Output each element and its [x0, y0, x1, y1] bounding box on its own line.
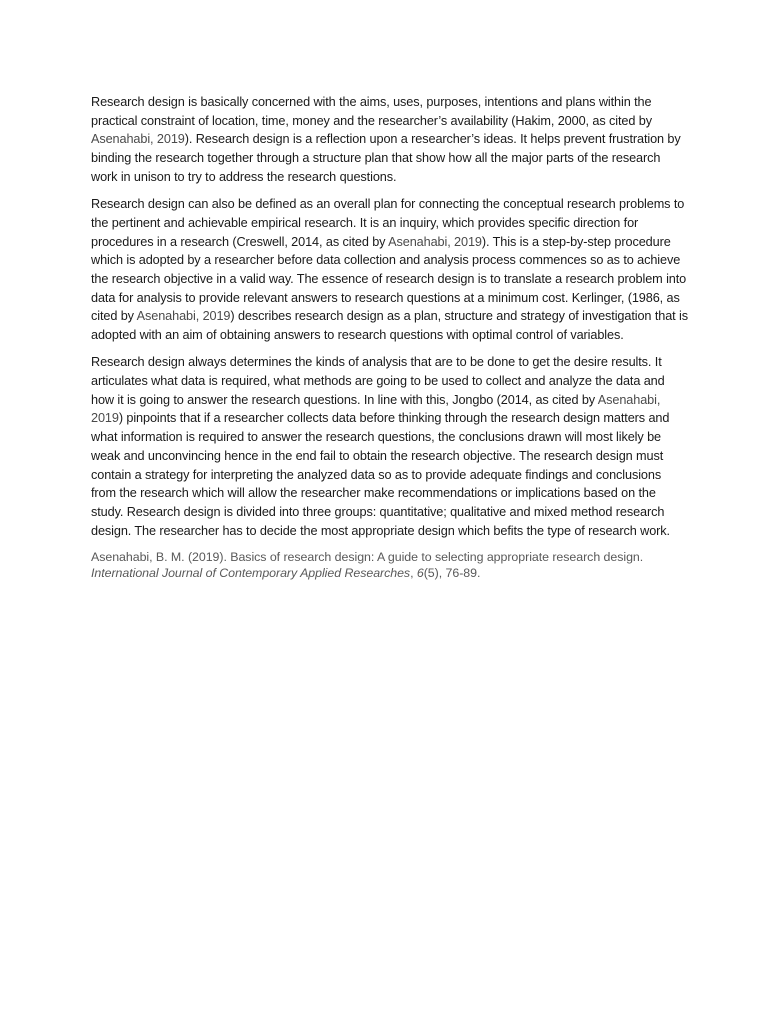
paragraph-text: ) pinpoints that if a researcher collects data before thinking through the research design matters and what information is required to answer the research questions, the conclusions drawn will most likely be weak and unconvincing hence in the end fail to obtain the research objective. The research design must contain a strategy for interpreting the analyzed data so as to provide adequate findings and conclusions from the research which will allow the researcher make recommendations or implications based on the study. Research design is divided into three groups: quantitative; qualitative and mixed method research design. The researcher has to decide the most appropriate design which befits the type of research work. [91, 411, 670, 538]
paragraph-1 [91, 93, 689, 187]
citation: Asenahabi, 2019 [91, 392, 661, 426]
document-page [91, 93, 689, 582]
reference-lead: Asenahabi, B. M. (2019). Basics of research design: A guide to selecting appropriate research design. [91, 549, 644, 564]
paragraph-text: Research design is basically concerned with the aims, uses, purposes, intentions and plans within the practical constraint of location, time, money and the researcher’s availability (Hakim, 2000, as cited by [91, 95, 652, 128]
paragraph-text: ). This is a step-by-step procedure which is adopted by a researcher before data collection and analysis process commences so as to achieve the research objective in a valid way. The essence of research design is to translate a research problem into data for analysis to provide relevant answers to research questions at a minimum cost. Kerlinger, (1986, as cited by [91, 234, 687, 324]
paragraph-text: ). Research design is a reflection upon a researcher’s ideas. It helps prevent frustration by binding the research together through a structure plan that show how all the major parts of the research work in unison to try to address the research questions. [91, 132, 681, 184]
paragraph-text: Research design always determines the kinds of analysis that are to be done to get the desire results. It articulates what data is required, what methods are going to be used to collect and analyze the data and how it is going to answer the research questions. In line with this, Jongbo (2014, as cited by [91, 355, 665, 407]
citation: Asenahabi, 2019 [388, 234, 482, 249]
reference-journal: International Journal of Contemporary Applied Researches [91, 566, 411, 581]
reference-tail: (5), 76-89. [423, 566, 481, 581]
citation: Asenahabi, 2019 [136, 309, 231, 324]
paragraph-2 [91, 195, 689, 345]
paragraph-3 [91, 353, 689, 540]
reference-separator: , [410, 566, 417, 581]
citation: Asenahabi, 2019 [91, 132, 185, 147]
paragraph-text: Research design can also be defined as an overall plan for connecting the conceptual research problems to the pertinent and achievable empirical research. It is an inquiry, which provides specific direction for procedures in a research (Creswell, 2014, as cited by [91, 197, 685, 249]
reference-volume: 6 [416, 566, 424, 581]
reference-entry [91, 549, 651, 582]
paragraph-text: ) describes research design as a plan, structure and strategy of investigation that is adopted with an aim of obtaining answers to research questions with optimal control of variables. [91, 309, 688, 343]
